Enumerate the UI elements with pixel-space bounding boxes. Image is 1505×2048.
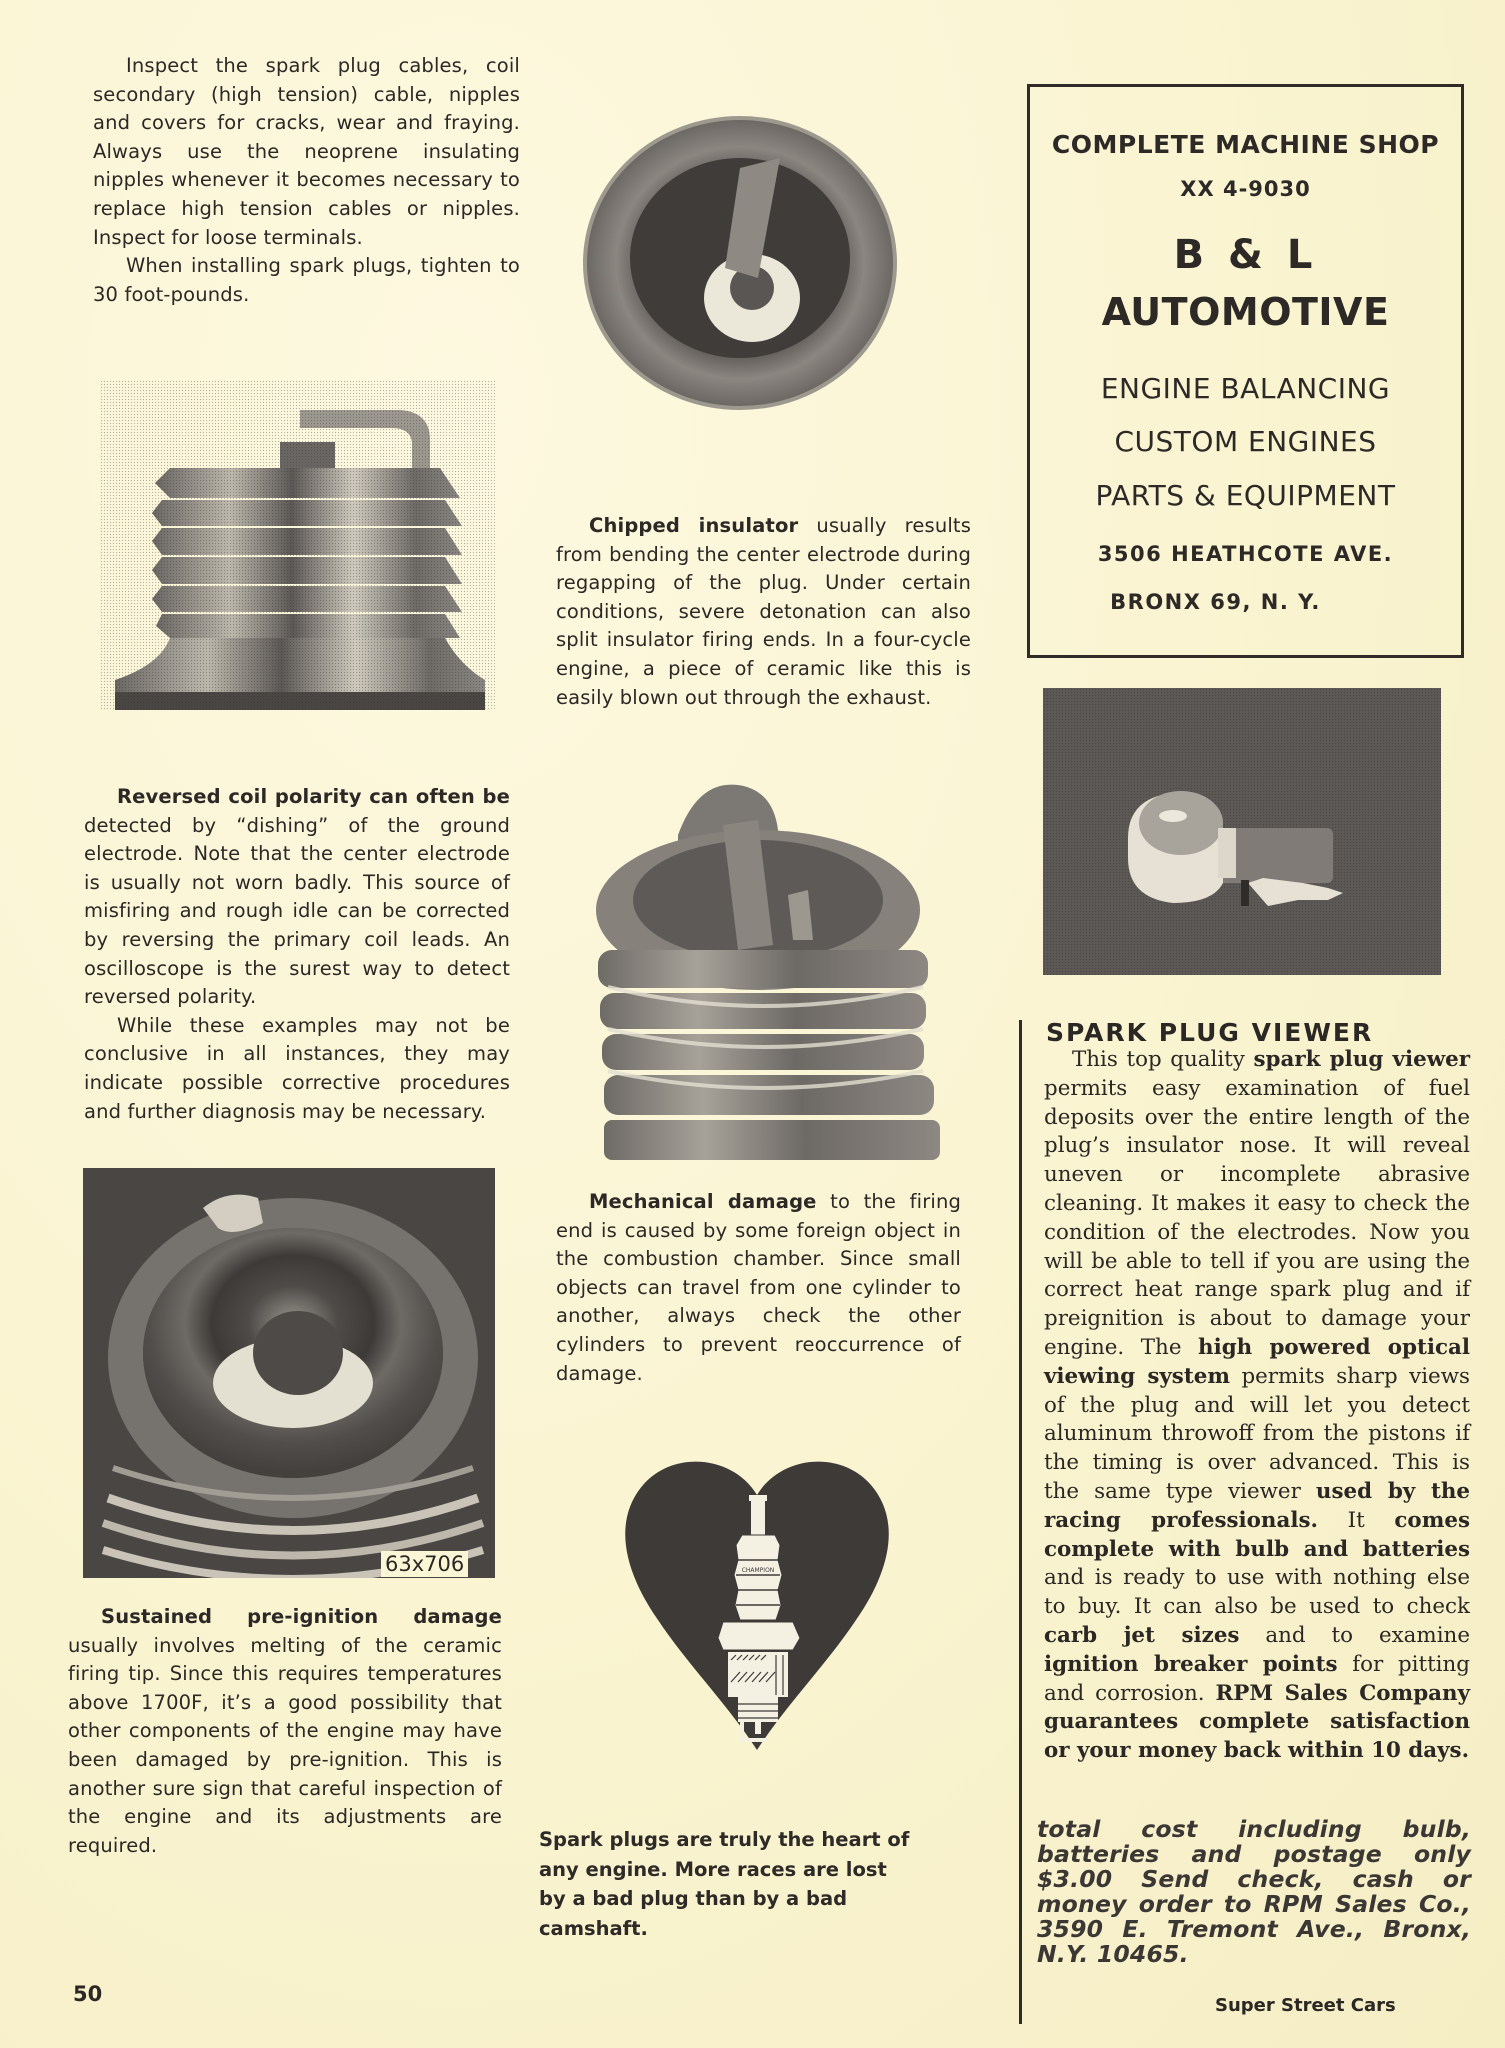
ad-address-1: 3506 HEATHCOTE AVE. — [1097, 542, 1394, 566]
photo-spark-plug-viewer — [1043, 688, 1441, 975]
photo-pre-ignition-damage — [83, 1168, 495, 1578]
ad-company-name-2: AUTOMOTIVE — [1101, 290, 1390, 334]
viewer-bold-5: carb jet sizes — [1044, 1622, 1240, 1648]
viewer-text-3: permits sharp views of the plug and will let you detect aluminum throwoff from the pistons if the timing is over advanced. This is the same type viewer — [1044, 1363, 1470, 1504]
intro-paragraph-1: Inspect the spark plug cables, coil secondary (high tension) cable, nipples and covers for cracks, wear and fraying. Always use the neoprene insulating nipples whenever it becomes necessary to replace high tension cables or nipples. Inspect for loose terminals. — [93, 54, 520, 249]
viewer-order-info: total cost including bulb, batteries and postage only $3.00 Send check, cash or money order to RPM Sales Co., 3590 E. Tremont Ave., Bronx, N.Y. 10465. — [1037, 1815, 1471, 1968]
ad-company-name-1: B & L — [1173, 232, 1318, 278]
viewer-ad-title: SPARK PLUG VIEWER — [1046, 1018, 1374, 1047]
ad-service-1: ENGINE BALANCING — [1100, 372, 1391, 405]
reversed-polarity-paragraph-2: While these examples may not be conclusive in all instances, they may indicate possible corrective procedures and further diagnosis may be necessary. — [84, 1013, 510, 1123]
bl-automotive-ad — [1027, 84, 1464, 658]
viewer-text-7: for pitting and corrosion. — [1044, 1651, 1470, 1706]
viewer-bold-1: spark plug viewer — [1253, 1047, 1470, 1072]
heart-caption: Spark plugs are truly the heart of any engine. More races are lost by a bad plug than by a bad camshaft. — [539, 1828, 910, 1940]
ad-headline: COMPLETE MACHINE SHOP — [1051, 130, 1440, 159]
ad-service-3: PARTS & EQUIPMENT — [1095, 479, 1396, 512]
heart-spark-plug-illustration — [618, 1450, 896, 1752]
photo-reference-label: 63x706 — [381, 1551, 468, 1577]
viewer-bold-4: comes complete with bulb and batteries — [1044, 1507, 1470, 1562]
mechanical-damage-caption — [556, 1188, 961, 1388]
photo-mechanical-damage — [588, 775, 946, 1160]
pre-ignition-caption — [68, 1603, 502, 1860]
chipped-insulator-text: usually results from bending the center electrode during regapping of the plug. Under certain conditions, severe detonation can also split insulator firing ends. In a four-cycle engine, a piece of ceramic like this is easily blown out through the exhaust. — [556, 514, 971, 709]
ad-phone: XX 4-9030 — [1180, 177, 1311, 201]
viewer-bold-3: used by the racing professionals. — [1044, 1478, 1471, 1533]
intro-paragraph-2: When installing spark plugs, tighten to 30 foot-pounds. — [93, 254, 520, 306]
photo-chipped-insulator — [580, 108, 900, 413]
chipped-insulator-lead: Chipped insulator — [589, 514, 799, 537]
viewer-text-6: and to examine — [1239, 1622, 1470, 1648]
chipped-insulator-caption — [556, 512, 971, 712]
viewer-text-5: and is ready to use with nothing else to buy. It can also be used to check — [1044, 1565, 1470, 1620]
viewer-bold-7: RPM Sales Company guarantees complete satisfaction or your money back within 10 days. — [1044, 1680, 1470, 1764]
heart-brand-lettering: CHAMPION — [741, 1567, 775, 1574]
ad-address-2: BRONX 69, N. Y. — [1110, 590, 1321, 614]
viewer-ad-body — [1044, 1046, 1470, 1766]
mechanical-damage-lead: Mechanical damage — [589, 1190, 817, 1213]
photo-spark-plug-side — [100, 380, 495, 710]
viewer-bold-6: ignition breaker points — [1044, 1651, 1338, 1677]
publication-title: Super Street Cars — [1215, 1995, 1396, 2016]
reversed-polarity-text: detected by “dishing” of the ground electrode. Note that the center electrode is usually not worn badly. This source of misfiring and rough idle can be corrected by reversing the primary coil leads. An oscilloscope is the surest way to detect reversed polarity. — [84, 813, 510, 1009]
reversed-polarity-lead: Reversed coil polarity can often be — [117, 785, 510, 808]
viewer-text-2: permits easy examination of fuel deposits over the entire length of the plug’s insulator nose. It will reveal uneven or incomplete abrasive cleaning. It makes it easy to check the condition of the electrodes. Now you will be able to tell if you are using the correct heat range spark plug and if preignition is about to damage your engine. The — [1044, 1075, 1470, 1360]
intro-article — [93, 52, 520, 309]
viewer-bold-2: high powered optical viewing system — [1044, 1334, 1470, 1389]
pre-ignition-lead: Sustained pre-ignition damage — [101, 1605, 502, 1628]
ad-service-2: CUSTOM ENGINES — [1114, 425, 1377, 458]
viewer-ad-rule — [1019, 1020, 1022, 2024]
mechanical-damage-text: to the firing end is caused by some foreign object in the combustion chamber. Since small objects can travel from one cylinder to another, always check the other cylinders to prevent reoccurrence of damage. — [556, 1190, 961, 1385]
page-number: 50 — [73, 1982, 103, 2006]
viewer-text-1: This top quality — [1072, 1047, 1254, 1072]
pre-ignition-text: usually involves melting of the ceramic firing tip. Since this requires temperatures above 1700F, it’s a good possibility that other components of the engine may have been damaged by pre-ignition. This is another sure sign that careful inspection of the engine and its adjustments are required. — [68, 1633, 502, 1857]
reversed-polarity-caption — [84, 783, 510, 1126]
viewer-text-4: It — [1317, 1507, 1395, 1533]
